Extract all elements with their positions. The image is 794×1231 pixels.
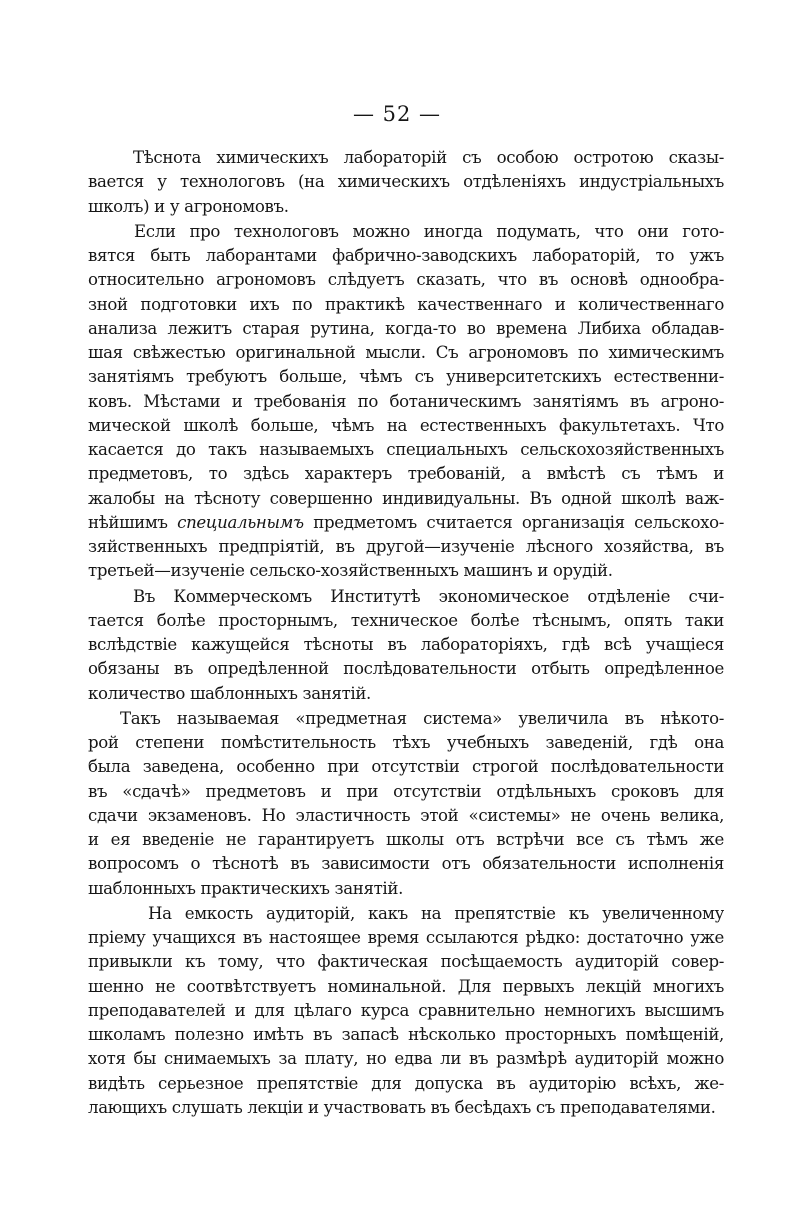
text-line: школамъ полезно имѣть въ запасѣ нѣсколько просторныхъ помѣщеній, [88, 1025, 724, 1044]
italic-term: специальнымъ [177, 512, 304, 532]
text-line: хотя бы снимаемыхъ за плату, но едва ли въ размѣрѣ аудиторій можно [88, 1049, 724, 1069]
text-line: шаблонныхъ практическихъ занятій. [88, 878, 403, 898]
text-line: вятся быть лаборантами фабрично-заводскихъ лабораторій, то ужъ [88, 246, 724, 265]
paragraph-2 [88, 220, 724, 584]
text-line: вслѣдствіе кажущейся тѣсноты въ лабораторіяхъ, гдѣ всѣ учащіеся [88, 635, 724, 654]
text-line: занятіямъ требуютъ больше, чѣмъ съ университетскихъ естественни- [88, 367, 724, 387]
text-line: шая свѣжестью оригинальной мысли. Съ агрономовъ по химическимъ [88, 343, 724, 362]
text-line: вается у технологовъ (на химическихъ отдѣленіяхъ индустріальныхъ [88, 172, 724, 192]
text-run: нѣйшимъ [88, 512, 178, 532]
text-line: ковъ. Мѣстами и требованія по ботаническимъ занятіямъ въ агроно- [88, 391, 724, 411]
text-run: предметомъ считается организація сельскохо- [303, 512, 724, 532]
text-line: количество шаблонныхъ занятій. [88, 683, 371, 703]
paragraph-4 [88, 707, 724, 901]
text-line: лающихъ слушать лекціи и участвовать въ бесѣдахъ съ преподавателями. [88, 1097, 716, 1117]
text-line-with-italic [88, 511, 724, 535]
text-line: На емкость аудиторій, какъ на препятствіе къ увеличенному [148, 903, 724, 923]
text-line: сдачи экзаменовъ. Но эластичность этой «системы» не очень велика, [88, 805, 724, 825]
text-line: вопросомъ о тѣснотѣ въ зависимости отъ обязательности исполненія [88, 854, 724, 874]
text-line: относительно агрономовъ слѣдуетъ сказать, что въ основѣ однообра- [88, 270, 724, 290]
paragraph-3 [88, 585, 724, 706]
text-line: зной подготовки ихъ по практикѣ качественнаго и количественнаго [88, 294, 724, 314]
text-line: Въ Коммерческомъ Институтѣ экономическое отдѣленіе счи- [133, 586, 724, 606]
text-line: привыкли къ тому, что фактическая посѣщаемость аудиторій совер- [88, 952, 724, 972]
text-line: тается болѣе просторнымъ, техническое болѣе тѣснымъ, опять таки [88, 610, 724, 630]
text-line: жалобы на тѣсноту совершенно индивидуальны. Въ одной школѣ важ- [88, 488, 724, 508]
text-line: обязаны въ опредѣленной послѣдовательности отбыть опредѣленное [88, 659, 724, 679]
paragraph-5 [88, 902, 724, 1120]
text-line: рой степени помѣстительность тѣхъ учебныхъ заведеній, гдѣ она [88, 733, 724, 752]
text-line: предметовъ, то здѣсь характеръ требованій, а вмѣстѣ съ тѣмъ и [88, 464, 724, 484]
text-line: Тѣснота химическихъ лабораторій съ особою остротою сказы- [133, 148, 724, 167]
text-line: видѣть серьезное препятствіе для допуска въ аудиторію всѣхъ, же- [88, 1073, 724, 1093]
text-line: Если про технологовъ можно иногда подумать, что они гото- [134, 221, 724, 241]
text-line: преподавателей и для цѣлаго курса сравнительно немногихъ высшимъ [88, 1000, 724, 1020]
text-line: пріему учащихся въ настоящее время ссылаются рѣдко: достаточно уже [88, 928, 724, 947]
paragraph-1 [88, 146, 724, 219]
page-number: — 52 — [352, 102, 442, 126]
text-body [88, 146, 724, 1121]
text-line: анализа лежитъ старая рутина, когда-то во времена Либиха обладав- [88, 318, 724, 338]
text-line: шенно не соотвѣтствуетъ номинальной. Для первыхъ лекцій многихъ [88, 976, 724, 996]
text-line: въ «сдачѣ» предметовъ и при отсутствіи отдѣльныхъ сроковъ для [88, 781, 724, 801]
text-line: касается до такъ называемыхъ специальныхъ сельскохозяйственныхъ [88, 440, 724, 459]
text-line: школъ) и у агрономовъ. [88, 196, 289, 216]
text-line: Такъ называемая «предметная система» увеличила въ нѣкото- [120, 708, 724, 728]
text-line: мической школѣ больше, чѣмъ на естественныхъ факультетахъ. Что [88, 415, 724, 435]
text-line: и ея введеніе не гарантируетъ школы отъ встрѣчи все съ тѣмъ же [88, 830, 724, 849]
text-line: была заведена, особенно при отсутствіи строгой послѣдовательности [88, 757, 724, 777]
text-line: третьей—изученіе сельско-хозяйственныхъ машинъ и орудій. [88, 561, 613, 581]
text-line: зяйственныхъ предпріятій, въ другой—изученіе лѣсного хозяйства, въ [88, 537, 724, 556]
